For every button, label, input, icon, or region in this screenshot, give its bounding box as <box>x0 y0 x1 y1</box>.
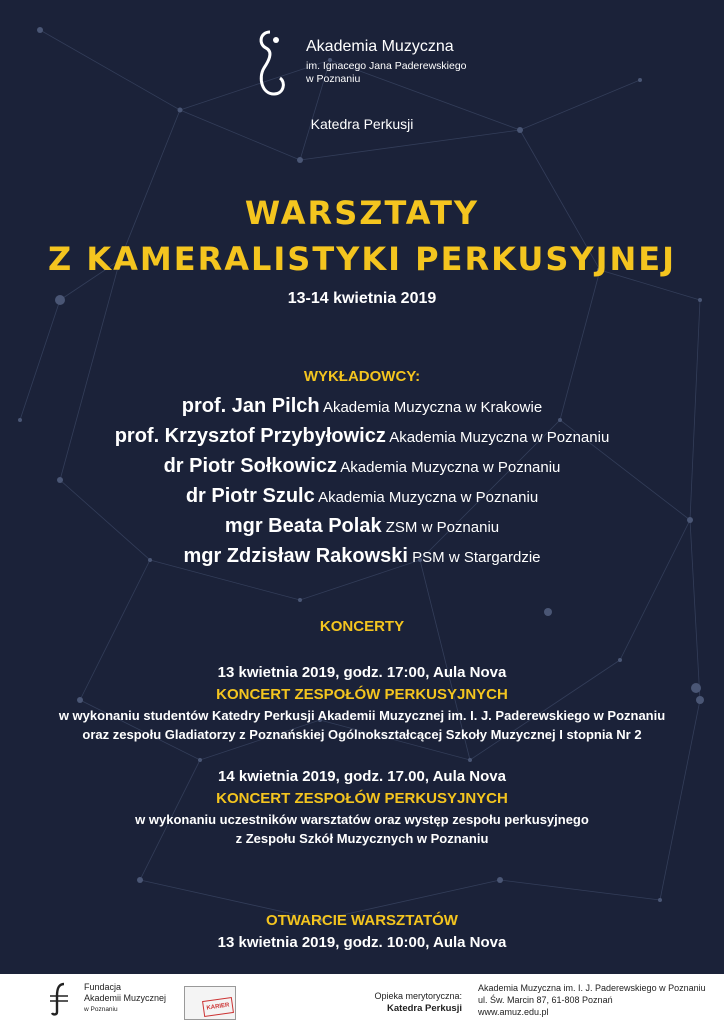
lecturer-item <box>0 542 724 572</box>
address-line-2: ul. Św. Marcin 87, 61-808 Poznań <box>478 995 613 1005</box>
org-name: Akademia Muzyczna <box>306 38 454 55</box>
lecturer-item <box>0 482 724 512</box>
concert-item-1 <box>0 662 724 744</box>
title-line-2: Z KAMERALISTYKI PERKUSYJNEJ <box>47 240 677 278</box>
lecturer-item <box>0 422 724 452</box>
opening-date: 13 kwietnia 2019, godz. 10:00, Aula Nova <box>217 934 507 951</box>
org-subtitle: im. Ignacego Jana Paderewskiego <box>306 60 467 72</box>
department: Katedra Perkusji <box>310 116 414 132</box>
lecturer-name: prof. Krzysztof Przybyłowicz <box>114 425 386 447</box>
foundation-line-2: Akademii Muzycznej <box>84 993 167 1003</box>
lecturer-place: Akademia Muzyczna w Krakowie <box>322 399 543 416</box>
address-line-1: Akademia Muzyczna im. I. J. Paderewskiego w Poznaniu <box>478 983 706 993</box>
lecturer-place: PSM w Stargardzie <box>412 549 541 566</box>
lecturers-list <box>0 392 724 572</box>
concerts-heading: KONCERTY <box>319 618 405 635</box>
foundation-text <box>84 982 166 1015</box>
org-city: w Poznaniu <box>306 73 361 85</box>
foundation-line-3: w Poznaniu <box>84 1006 118 1013</box>
concert-desc-2: z Zespołu Szkół Muzycznych w Poznaniu <box>235 831 489 846</box>
care-label: Opieka merytoryczna: <box>374 991 462 1001</box>
career-stamp: KARIER <box>202 997 234 1017</box>
event-dates: 13-14 kwietnia 2019 <box>287 290 437 307</box>
address <box>478 982 706 1018</box>
concert-date: 13 kwietnia 2019, godz. 17:00, Aula Nova <box>217 664 507 681</box>
lecturer-name: mgr Zdzisław Rakowski <box>183 545 408 567</box>
lecturer-item <box>0 512 724 542</box>
lecturer-item <box>0 392 724 422</box>
lecturers-heading: WYKŁADOWCY: <box>303 368 421 385</box>
care-value: Katedra Perkusji <box>387 1003 462 1014</box>
concert-desc-1: w wykonaniu uczestników warsztatów oraz występ zespołu perkusyjnego <box>135 812 589 827</box>
career-badge <box>184 986 236 1020</box>
lecturer-name: dr Piotr Szulc <box>185 485 315 507</box>
organization-name <box>306 38 467 85</box>
care-info <box>374 990 462 1015</box>
concert-title: KONCERT ZESPOŁÓW PERKUSYJNYCH <box>216 790 508 807</box>
opening-heading: OTWARCIE WARSZTATÓW <box>266 912 458 929</box>
lecturer-item <box>0 452 724 482</box>
footer <box>0 974 724 1024</box>
academy-logo-icon <box>252 28 292 100</box>
concert-date: 14 kwietnia 2019, godz. 17.00, Aula Nova <box>218 768 506 785</box>
concert-desc-1: w wykonaniu studentów Katedry Perkusji Akademii Muzycznej im. I. J. Paderewskiego w Poznaniu <box>58 708 666 723</box>
title-line-1: WARSZTATY <box>244 194 480 232</box>
foundation-logo-icon <box>44 982 78 1016</box>
concert-title: KONCERT ZESPOŁÓW PERKUSYJNYCH <box>216 686 508 703</box>
lecturer-place: Akademia Muzyczna w Poznaniu <box>340 459 561 476</box>
concert-item-2 <box>0 766 724 848</box>
lecturer-place: Akademia Muzyczna w Poznaniu <box>318 489 539 506</box>
foundation-line-1: Fundacja <box>84 982 122 992</box>
lecturer-name: mgr Beata Polak <box>224 515 382 537</box>
opening-section <box>0 910 724 954</box>
concert-desc-2: oraz zespołu Gladiatorzy z Poznańskiej Ogólnokształcącej Szkoły Muzycznej I stopnia Nr 2 <box>82 727 642 742</box>
lecturer-place: ZSM w Poznaniu <box>385 519 500 536</box>
website-link[interactable]: www.amuz.edu.pl <box>478 1007 549 1017</box>
lecturer-place: Akademia Muzyczna w Poznaniu <box>389 429 610 446</box>
lecturer-name: dr Piotr Sołkowicz <box>163 455 337 477</box>
lecturer-name: prof. Jan Pilch <box>181 395 320 417</box>
